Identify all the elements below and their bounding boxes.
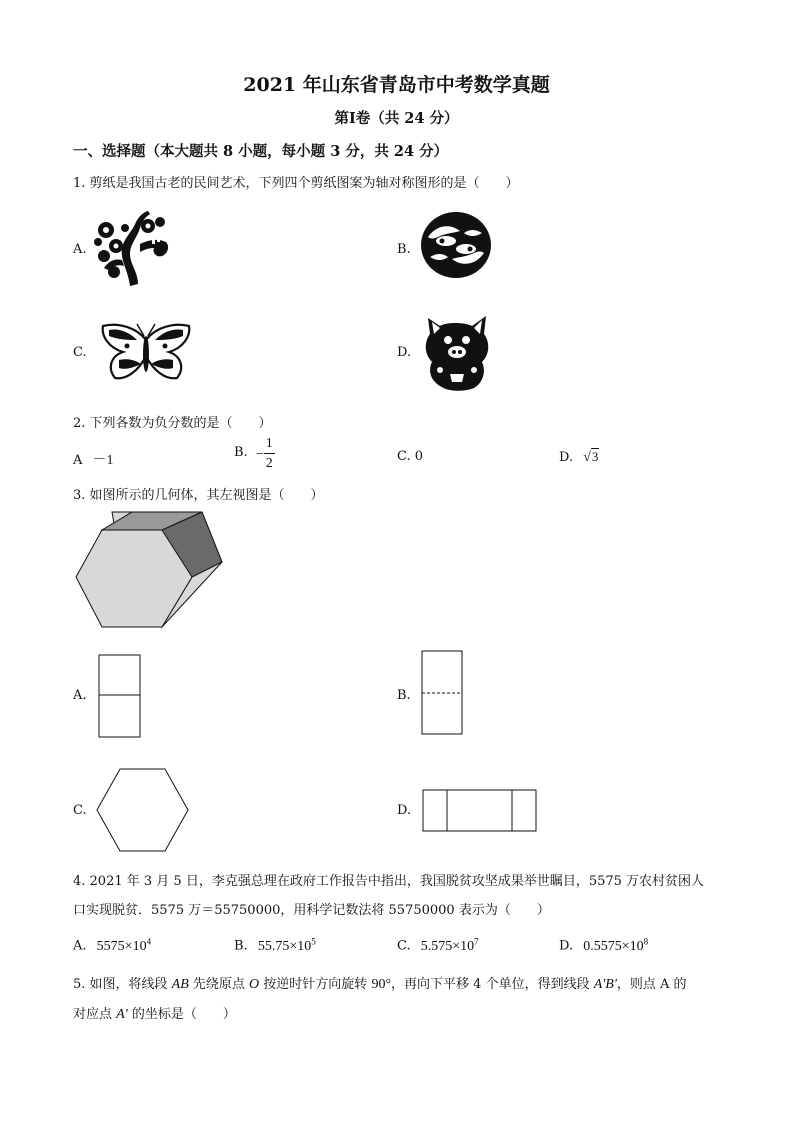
q4-option-a-label: A. bbox=[73, 938, 87, 954]
sqrt-expression bbox=[583, 450, 599, 465]
q2-option-b-label: B. bbox=[234, 444, 248, 460]
q4-option-a-base: 5575×10 bbox=[96, 938, 147, 954]
question-5-stem-line-2 bbox=[73, 1003, 236, 1023]
q2-option-a-value: －1 bbox=[92, 453, 114, 468]
q3-option-c-label: C. bbox=[73, 803, 87, 818]
q1-option-b-label: B. bbox=[397, 242, 411, 257]
q4-option-b bbox=[234, 936, 316, 955]
section-heading: 一、选择题（本大题共 8 小题，每小题 3 分，共 24 分） bbox=[73, 143, 449, 160]
twin-fish-papercut-icon bbox=[420, 211, 492, 279]
segment-a-prime-b-prime: A'B' bbox=[593, 977, 617, 992]
q4-option-d-label: D. bbox=[559, 938, 574, 954]
pig-papercut-icon bbox=[420, 312, 494, 392]
q1-option-c-label: C. bbox=[73, 345, 87, 360]
q2-option-b-fraction bbox=[264, 437, 275, 471]
q4-option-b-exponent: 5 bbox=[311, 936, 316, 946]
q3-option-a-two-stacked-rectangles bbox=[98, 654, 142, 738]
question-2-stem: 2. 下列各数为负分数的是（ ） bbox=[73, 416, 272, 431]
q4-option-c bbox=[397, 936, 479, 955]
q2-option-a-label: A bbox=[73, 453, 83, 468]
sqrt-sign-icon: √ bbox=[583, 450, 591, 465]
page-subtitle: 第Ⅰ卷（共 24 分） bbox=[334, 110, 459, 127]
q5-text: ，再向下平移 4 个单位，得到线段 bbox=[391, 977, 594, 992]
page-title: 2021 年山东省青岛市中考数学真题 bbox=[243, 74, 550, 96]
q3-option-d-three-rectangles bbox=[422, 789, 538, 833]
q4-option-d-base: 0.5575×10 bbox=[583, 938, 644, 954]
q2-option-d-radicand: 3 bbox=[591, 449, 599, 464]
q3-option-c-hexagon bbox=[95, 767, 190, 853]
butterfly-papercut-icon bbox=[97, 320, 195, 384]
fraction-denominator: 2 bbox=[265, 456, 273, 471]
question-4-stem-line-1: 4. 2021 年 3 月 5 日，李克强总理在政府工作报告中指出，我国脱贫攻坚成果举世瞩目，5575 万农村贫困人 bbox=[73, 874, 705, 889]
question-1-stem: 1. 剪纸是我国古老的民间艺术，下列四个剪纸图案为轴对称图形的是（ ） bbox=[73, 176, 519, 191]
q5-text: 的坐标是（ ） bbox=[127, 1007, 236, 1022]
q5-text: 先绕原点 bbox=[188, 977, 250, 992]
q5-text: ，则点 A 的 bbox=[616, 977, 687, 992]
q3-option-a-label: A. bbox=[73, 688, 87, 703]
q4-option-a bbox=[73, 936, 151, 955]
point-a-prime: A' bbox=[116, 1007, 128, 1022]
q4-option-c-base: 5.575×10 bbox=[420, 938, 475, 954]
q5-text: 5. 如图，将线段 bbox=[73, 977, 172, 992]
q4-option-b-base: 55.75×10 bbox=[257, 938, 312, 954]
q3-option-b-label: B. bbox=[397, 688, 411, 703]
q5-text: 对应点 bbox=[73, 1007, 117, 1022]
fraction-numerator: 1 bbox=[264, 437, 275, 454]
q5-text: 按逆时针方向旋转 bbox=[259, 977, 372, 992]
q1-option-d-label: D. bbox=[397, 345, 412, 360]
segment-ab: AB bbox=[171, 977, 189, 992]
q2-option-c-label: C. 0 bbox=[397, 449, 424, 464]
question-3-stem: 3. 如图所示的几何体，其左视图是（ ） bbox=[73, 488, 324, 503]
question-4-stem-line-2: 口实现脱贫．5575 万＝55750000，用科学记数法将 55750000 表示为（ ） bbox=[73, 903, 550, 918]
q4-option-b-label: B. bbox=[234, 938, 248, 954]
q2-option-d-label: D. bbox=[559, 450, 574, 465]
q4-option-d bbox=[559, 936, 648, 955]
plum-blossom-papercut-icon bbox=[92, 208, 177, 286]
q3-option-d-label: D. bbox=[397, 803, 412, 818]
origin-o: O bbox=[249, 977, 260, 992]
q2-option-d bbox=[559, 449, 599, 466]
q3-option-b-rectangle-dashed-line bbox=[421, 650, 464, 736]
question-5-stem-line-1 bbox=[73, 973, 686, 993]
q1-option-a-label: A. bbox=[73, 242, 87, 257]
hexagonal-prism-figure bbox=[74, 510, 226, 632]
q2-option-b-sign: − bbox=[255, 446, 264, 462]
q2-option-a bbox=[73, 449, 114, 469]
q4-option-c-label: C. bbox=[397, 938, 411, 954]
q4-option-d-exponent: 8 bbox=[643, 936, 649, 946]
q4-option-c-exponent: 7 bbox=[474, 936, 479, 946]
rotation-angle: 90° bbox=[371, 977, 392, 992]
q4-option-a-exponent: 4 bbox=[146, 936, 152, 946]
q2-option-b bbox=[234, 437, 275, 477]
